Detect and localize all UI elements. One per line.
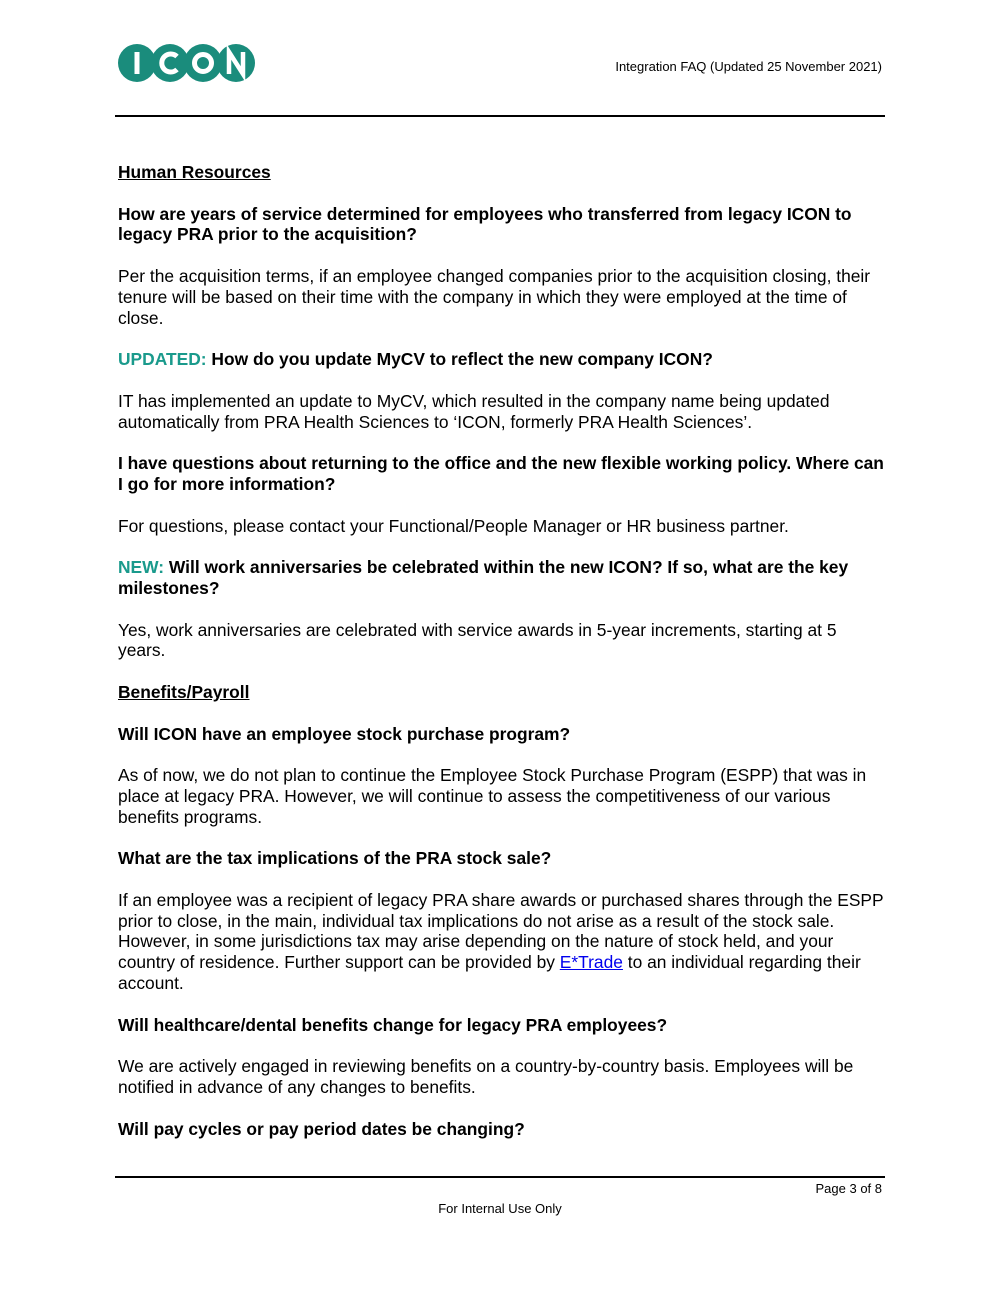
faq-question: What are the tax implications of the PRA stock sale? — [118, 848, 552, 869]
etrade-link[interactable]: E*Trade — [559, 952, 623, 973]
new-tag: NEW: — [118, 557, 165, 578]
footer-divider — [115, 1176, 885, 1178]
faq-answer: If an employee was a recipient of legacy PRA share awards or purchased shares through the ESPP prior to close, in the main, individual tax implications do not arise as a result of the stock sale. However, in some jurisdictions tax may arise depending on the nature of stock held, and your country of residence. Further support can be provided by E*Trade to an individual regarding their account. — [118, 889, 884, 994]
updated-tag: UPDATED: — [118, 349, 207, 370]
faq-question: I have questions about returning to the office and the new flexible working policy. Where can I go for more information? — [118, 453, 884, 494]
faq-question: How are years of service determined for employees who transferred from legacy ICON to legacy PRA prior to the acquisition? — [118, 203, 852, 245]
faq-question: UPDATED: How do you update MyCV to reflect the new company ICON? — [118, 349, 713, 370]
faq-question: Will healthcare/dental benefits change for legacy PRA employees? — [118, 1014, 668, 1035]
faq-answer: We are actively engaged in reviewing benefits on a country-by-country basis. Employees will be notified in advance of any changes to benefits. — [118, 1056, 854, 1098]
faq-answer: For questions, please contact your Functional/People Manager or HR business partner. — [118, 515, 789, 536]
document-body — [118, 162, 888, 1160]
header-divider — [115, 115, 885, 117]
footer-note: For Internal Use Only — [438, 1201, 562, 1216]
faq-question: Will pay cycles or pay period dates be changing? — [118, 1118, 525, 1139]
page-number: Page 3 of 8 — [815, 1181, 882, 1196]
faq-answer: Yes, work anniversaries are celebrated with service awards in 5-year increments, starting at 5 years. — [118, 619, 837, 661]
faq-question: Will ICON have an employee stock purchase program? — [118, 723, 571, 744]
faq-answer: As of now, we do not plan to continue the Employee Stock Purchase Program (ESPP) that was in place at legacy PRA. However, we will continue to assess the competitiveness of our various benefits programs. — [118, 765, 867, 827]
icon-logo — [117, 43, 257, 83]
faq-answer: Per the acquisition terms, if an employee changed companies prior to the acquisition closing, their tenure will be based on their time with the company in which they were employed at the time of close. — [118, 265, 871, 328]
faq-answer: IT has implemented an update to MyCV, which resulted in the company name being updated automatically from PRA Health Sciences to ‘ICON, formerly PRA Health Sciences’. — [118, 390, 830, 432]
document-header-title: Integration FAQ (Updated 25 November 2021) — [615, 59, 882, 74]
section-heading-benefits: Benefits/Payroll — [118, 681, 250, 702]
faq-question: NEW: Will work anniversaries be celebrated within the new ICON? If so, what are the key milestones? — [118, 557, 849, 598]
section-heading-hr: Human Resources — [118, 162, 271, 182]
